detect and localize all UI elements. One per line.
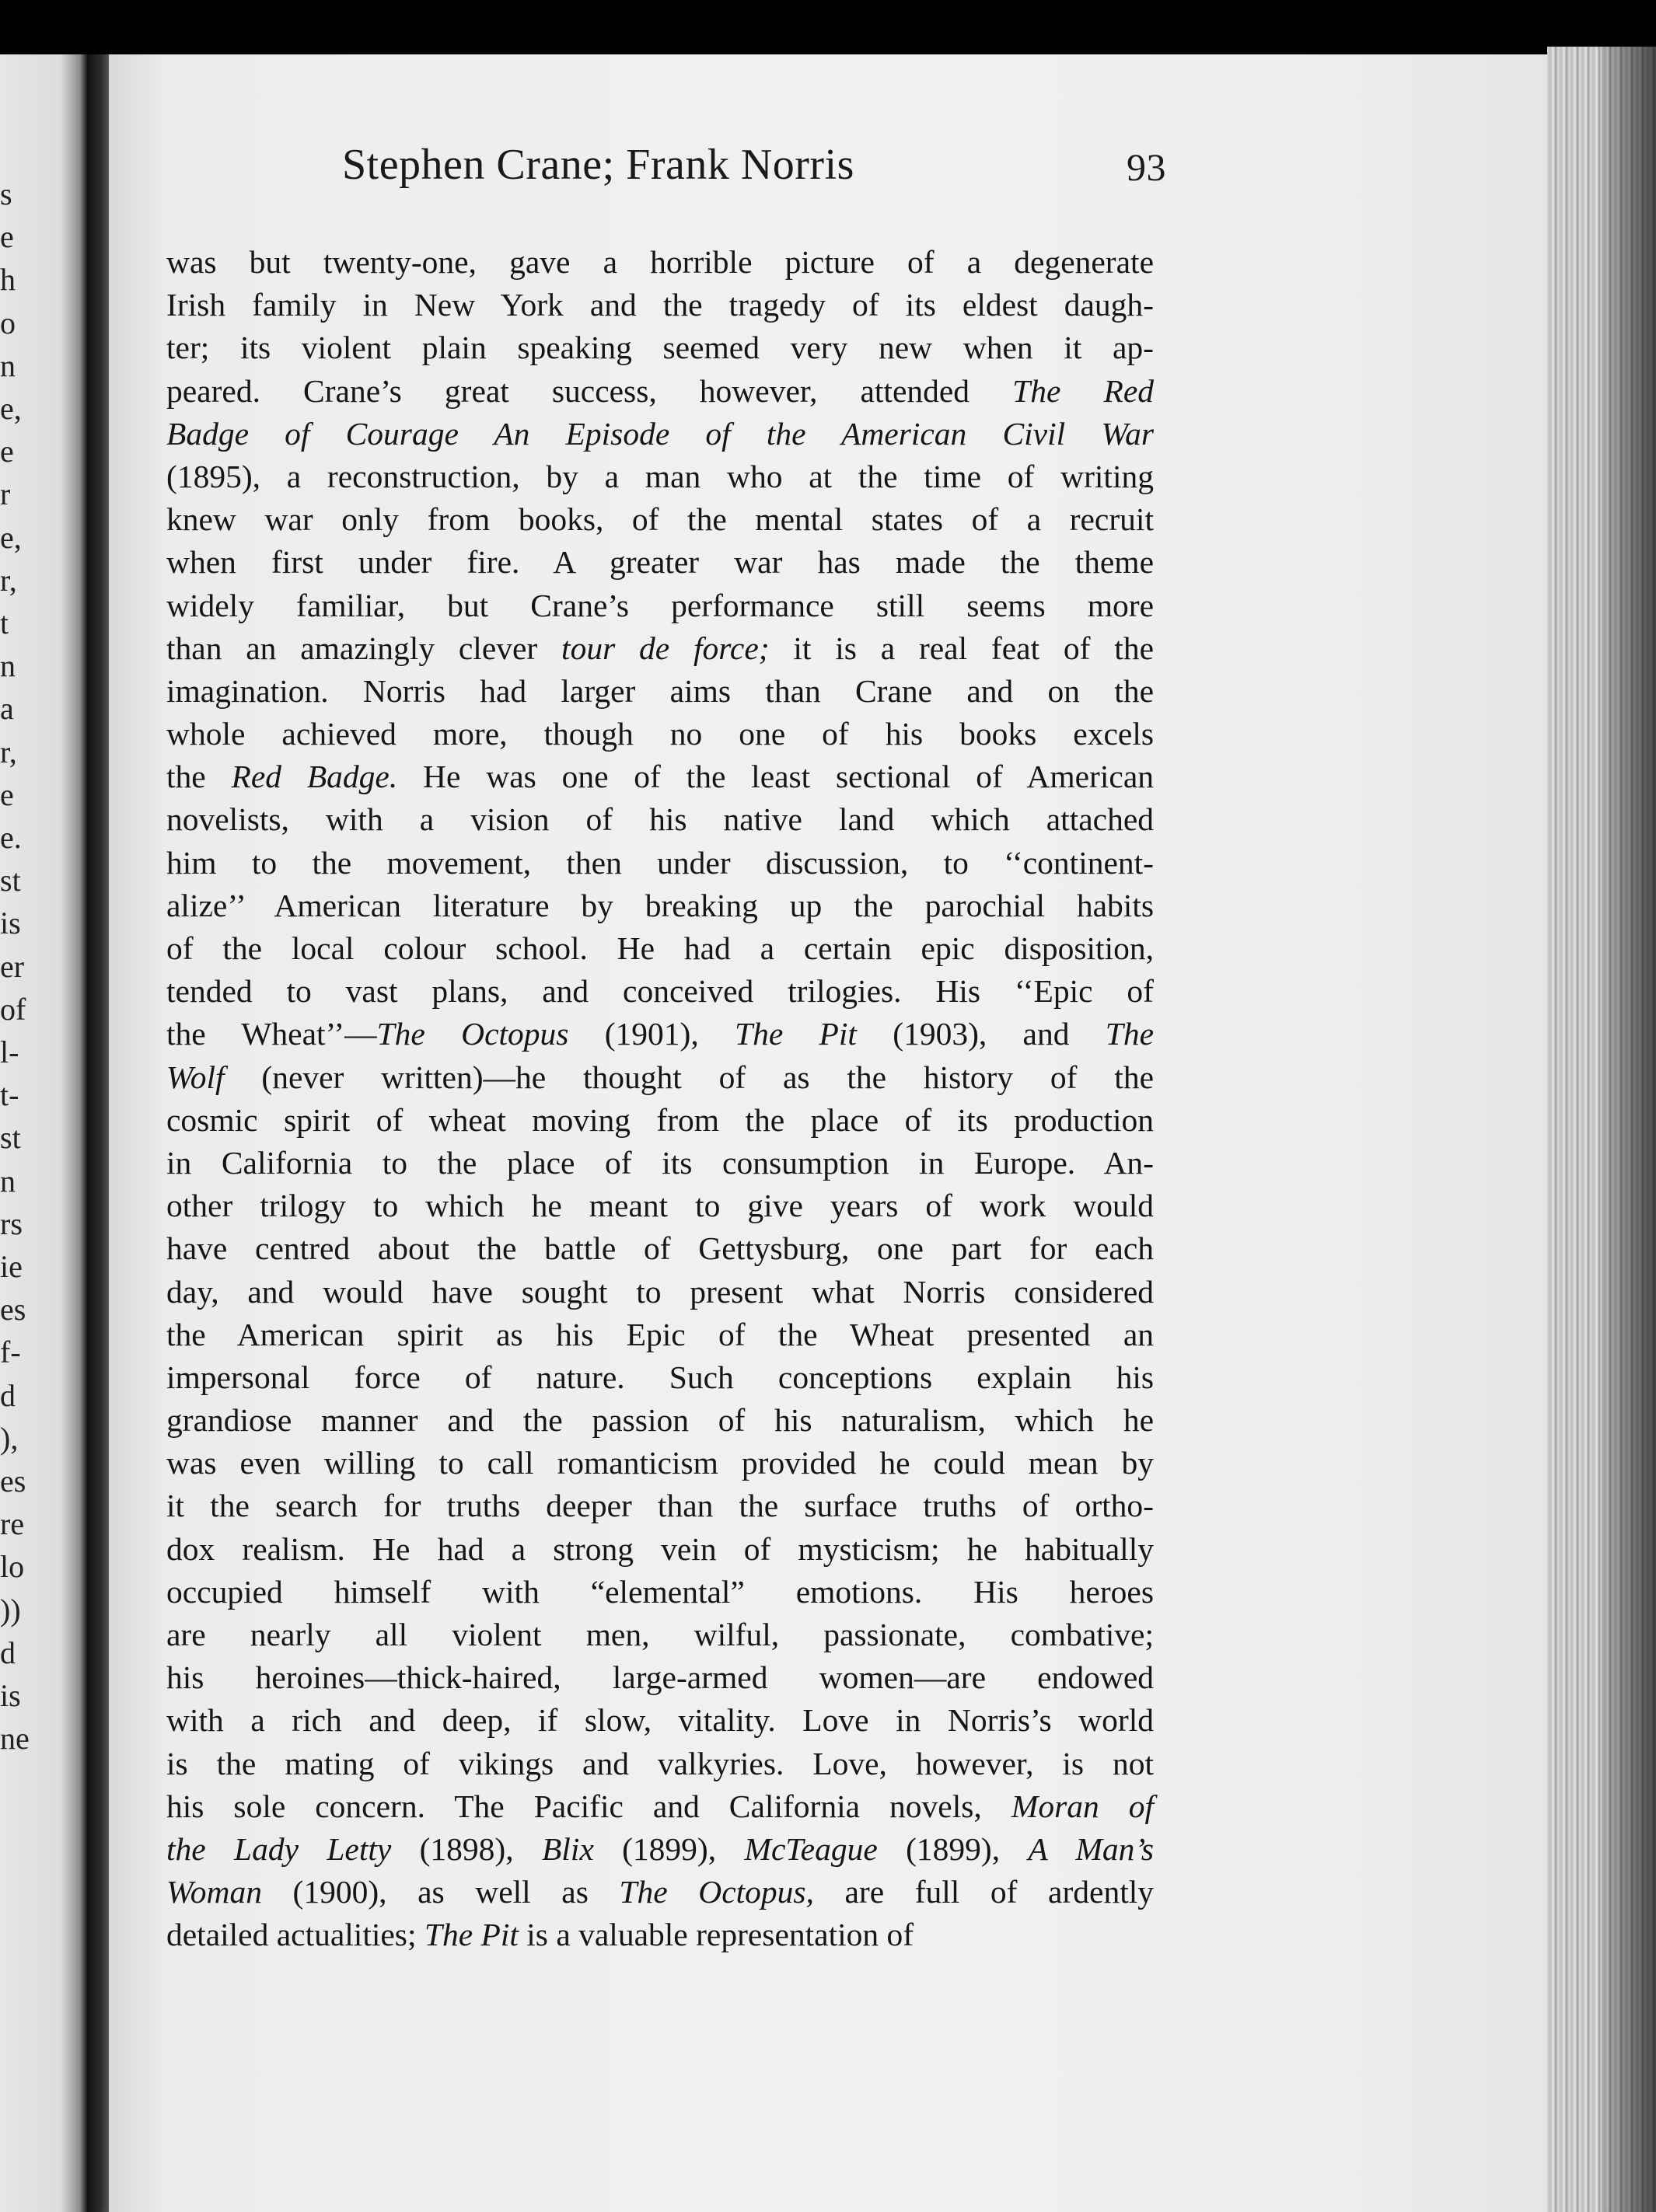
- text-segment: widely familiar, but Crane’s performance still seems more: [166, 587, 1154, 623]
- text-segment: tended to vast plans, and conceived trilogies. His ‘‘Epic of: [166, 973, 1154, 1010]
- italic-text: The: [1105, 1016, 1154, 1052]
- text-segment: cosmic spirit of wheat moving from the place of its production: [166, 1101, 1154, 1138]
- text-segment: him to the movement, then under discussion, to ‘‘continent-: [166, 844, 1154, 881]
- text-line: [166, 1013, 1154, 1055]
- facing-page-fragment: e,: [0, 391, 22, 426]
- italic-text: Moran of: [1011, 1788, 1155, 1824]
- text-segment: occupied himself with “elemental” emotions. His heroes: [166, 1573, 1154, 1610]
- text-segment: (1899),: [877, 1830, 1029, 1867]
- italic-text: A Man’s: [1028, 1830, 1155, 1867]
- text-segment: of the local colour school. He had a certain epic disposition,: [166, 930, 1154, 966]
- text-segment: the American spirit as his Epic of the Wheat presented an: [166, 1316, 1154, 1352]
- text-line: [166, 755, 1154, 798]
- body-text: [166, 241, 1154, 1957]
- text-segment: in California to the place of its consumption in Europe. An-: [166, 1144, 1154, 1181]
- text-segment: (1895), a reconstruction, by a man who at the time of writing: [166, 458, 1154, 494]
- text-segment: peared. Crane’s great success, however, attended: [166, 372, 1013, 409]
- text-segment: with a rich and deep, if slow, vitality. Love in Norris’s world: [166, 1702, 1154, 1739]
- facing-page-fragment: n: [0, 648, 16, 684]
- facing-page-fragment: es: [0, 1464, 26, 1499]
- text-segment: is the mating of vikings and valkyries. Love, however, is not: [166, 1745, 1154, 1781]
- text-segment: grandiose manner and the passion of his naturalism, which he: [166, 1402, 1154, 1439]
- text-segment: have centred about the battle of Gettysburg, one part for each: [166, 1230, 1154, 1267]
- text-segment: He was one of the least sectional of American: [397, 759, 1155, 795]
- text-line: [166, 1227, 1154, 1270]
- facing-page-fragment: f-: [0, 1335, 21, 1370]
- facing-page-fragment: lo: [0, 1549, 25, 1585]
- text-line: [166, 884, 1154, 927]
- facing-page-fragment: d: [0, 1377, 16, 1413]
- text-line: [166, 842, 1154, 884]
- text-line: [166, 1271, 1154, 1314]
- text-line: [166, 1185, 1154, 1227]
- text-segment: (1900), as well as: [261, 1874, 620, 1910]
- text-line: [166, 1356, 1154, 1399]
- text-line: [166, 1056, 1154, 1099]
- facing-page-fragment: e.: [0, 820, 22, 855]
- text-line: [166, 370, 1154, 413]
- text-line: [166, 1528, 1154, 1571]
- text-segment: the Wheat’’—: [166, 1016, 377, 1052]
- facing-page-fragment: o: [0, 305, 16, 340]
- facing-page-fragment: e: [0, 219, 14, 255]
- text-segment: was even willing to call romanticism provided he could mean by: [166, 1445, 1154, 1481]
- facing-page-fragment: h: [0, 262, 16, 298]
- running-title: Stephen Crane; Frank Norris: [342, 141, 854, 189]
- text-line: [166, 541, 1154, 584]
- facing-page-fragment: st: [0, 1120, 21, 1156]
- text-line: [166, 670, 1154, 713]
- facing-page-fragment: e: [0, 776, 14, 812]
- italic-text: tour de force;: [561, 630, 770, 666]
- italic-text: The Pit: [424, 1917, 519, 1953]
- italic-text: Wolf: [166, 1059, 225, 1095]
- facing-page-fragment: re: [0, 1506, 25, 1542]
- facing-page-fragment: r,: [0, 562, 17, 598]
- facing-page-fragment: is: [0, 905, 21, 941]
- text-segment: (1903), and: [856, 1016, 1106, 1052]
- text-line: [166, 1699, 1154, 1742]
- italic-text: The Pit: [735, 1016, 857, 1052]
- text-line: [166, 1142, 1154, 1185]
- page-block-shadow: [1602, 47, 1656, 2212]
- text-segment: when first under fire. A greater war has made the theme: [166, 544, 1154, 581]
- facing-page: [0, 54, 87, 2212]
- text-line: [166, 584, 1154, 627]
- text-line: [166, 1871, 1154, 1914]
- facing-page-fragment: st: [0, 863, 21, 898]
- text-line: [166, 1614, 1154, 1656]
- text-segment: ter; its violent plain speaking seemed very new when it ap-: [166, 330, 1154, 366]
- text-line: [166, 713, 1154, 755]
- text-segment: is a valuable representation of: [518, 1917, 914, 1953]
- text-line: [166, 927, 1154, 970]
- text-line: [166, 970, 1154, 1013]
- text-segment: his sole concern. The Pacific and California novels,: [166, 1788, 1011, 1824]
- facing-page-fragment: l-: [0, 1034, 19, 1069]
- text-segment: the: [166, 759, 232, 795]
- text-line: [166, 1099, 1154, 1142]
- text-line: [166, 1656, 1154, 1699]
- text-line: [166, 1314, 1154, 1356]
- italic-text: Red Badge.: [231, 759, 398, 795]
- facing-page-fragment: r,: [0, 734, 17, 769]
- text-segment: (1899),: [593, 1830, 745, 1867]
- text-line: [166, 1399, 1154, 1442]
- text-segment: (1901),: [568, 1016, 735, 1052]
- text-segment: knew war only from books, of the mental states of a recruit: [166, 501, 1154, 538]
- italic-text: Blix: [541, 1830, 594, 1867]
- facing-page-fragment: e,: [0, 519, 22, 555]
- text-segment: it the search for truths deeper than the surface truths of ortho-: [166, 1488, 1154, 1524]
- text-line: [166, 498, 1154, 541]
- italic-text: Woman: [166, 1874, 262, 1910]
- text-segment: dox realism. He had a strong vein of mysticism; he habitually: [166, 1530, 1154, 1567]
- facing-page-fragments: [0, 54, 87, 2212]
- italic-text: the Lady Letty: [166, 1830, 392, 1867]
- text-segment: day, and would have sought to present what Norris considered: [166, 1273, 1154, 1310]
- book-gutter: [87, 54, 109, 2212]
- facing-page-fragment: n: [0, 347, 16, 383]
- text-segment: alize’’ American literature by breaking up the parochial habits: [166, 887, 1154, 923]
- text-line: [166, 1743, 1154, 1785]
- facing-page-fragment: ie: [0, 1249, 23, 1284]
- facing-page-fragment: r: [0, 476, 11, 512]
- text-segment: than an amazingly clever: [166, 630, 562, 666]
- text-line: [166, 1485, 1154, 1527]
- facing-page-fragment: n: [0, 1163, 16, 1198]
- text-segment: (1898),: [391, 1830, 542, 1867]
- facing-page-fragment: t: [0, 605, 9, 640]
- text-line: [166, 241, 1154, 284]
- italic-text: The Red: [1012, 372, 1154, 409]
- text-segment: his heroines—thick-haired, large-armed women—are endowed: [166, 1659, 1154, 1696]
- italic-text: Badge of Courage An Episode of the American Civil War: [166, 415, 1154, 452]
- facing-page-fragment: ne: [0, 1721, 30, 1757]
- text-segment: was but twenty-one, gave a horrible picture of a degenerate: [166, 244, 1154, 280]
- page-number: 93: [1127, 145, 1166, 189]
- facing-page-fragment: es: [0, 1292, 26, 1328]
- text-segment: whole achieved more, though no one of his books excels: [166, 716, 1154, 752]
- text-segment: are nearly all violent men, wilful, passionate, combative;: [166, 1617, 1154, 1652]
- text-segment: detailed actualities;: [166, 1917, 424, 1953]
- italic-text: The Octopus: [376, 1016, 569, 1052]
- facing-page-fragment: er: [0, 948, 25, 984]
- text-segment: other trilogy to which he meant to give years of work would: [166, 1188, 1154, 1224]
- facing-page-fragment: of: [0, 991, 26, 1027]
- text-line: [166, 326, 1154, 369]
- facing-page-fragment: a: [0, 691, 14, 727]
- text-line: [166, 1442, 1154, 1485]
- text-segment: are full of ardently: [813, 1874, 1154, 1910]
- facing-page-fragment: is: [0, 1678, 21, 1713]
- text-line: [166, 1828, 1154, 1871]
- text-segment: impersonal force of nature. Such conceptions explain his: [166, 1359, 1154, 1395]
- text-line: [166, 627, 1154, 670]
- italic-text: The Octopus,: [619, 1874, 814, 1910]
- text-line: [166, 1914, 1154, 1956]
- text-line: [166, 798, 1154, 841]
- facing-page-fragment: )): [0, 1592, 21, 1628]
- text-segment: it is a real feat of the: [769, 630, 1154, 666]
- text-segment: (never written)—he thought of as the history of the: [224, 1059, 1154, 1095]
- text-line: [166, 284, 1154, 326]
- text-line: [166, 455, 1154, 498]
- text-line: [166, 1571, 1154, 1614]
- text-line: [166, 413, 1154, 455]
- facing-page-fragment: rs: [0, 1205, 23, 1241]
- text-line: [166, 1785, 1154, 1828]
- text-segment: Irish family in New York and the tragedy of its eldest daugh-: [166, 287, 1154, 323]
- text-segment: novelists, with a vision of his native land which attached: [166, 801, 1154, 838]
- text-segment: imagination. Norris had larger aims than Crane and on the: [166, 672, 1154, 709]
- italic-text: McTeague: [744, 1830, 878, 1867]
- facing-page-fragment: ),: [0, 1420, 19, 1456]
- facing-page-fragment: e: [0, 434, 14, 469]
- facing-page-fragment: t-: [0, 1077, 19, 1113]
- facing-page-fragment: s: [0, 176, 12, 211]
- facing-page-fragment: d: [0, 1635, 16, 1670]
